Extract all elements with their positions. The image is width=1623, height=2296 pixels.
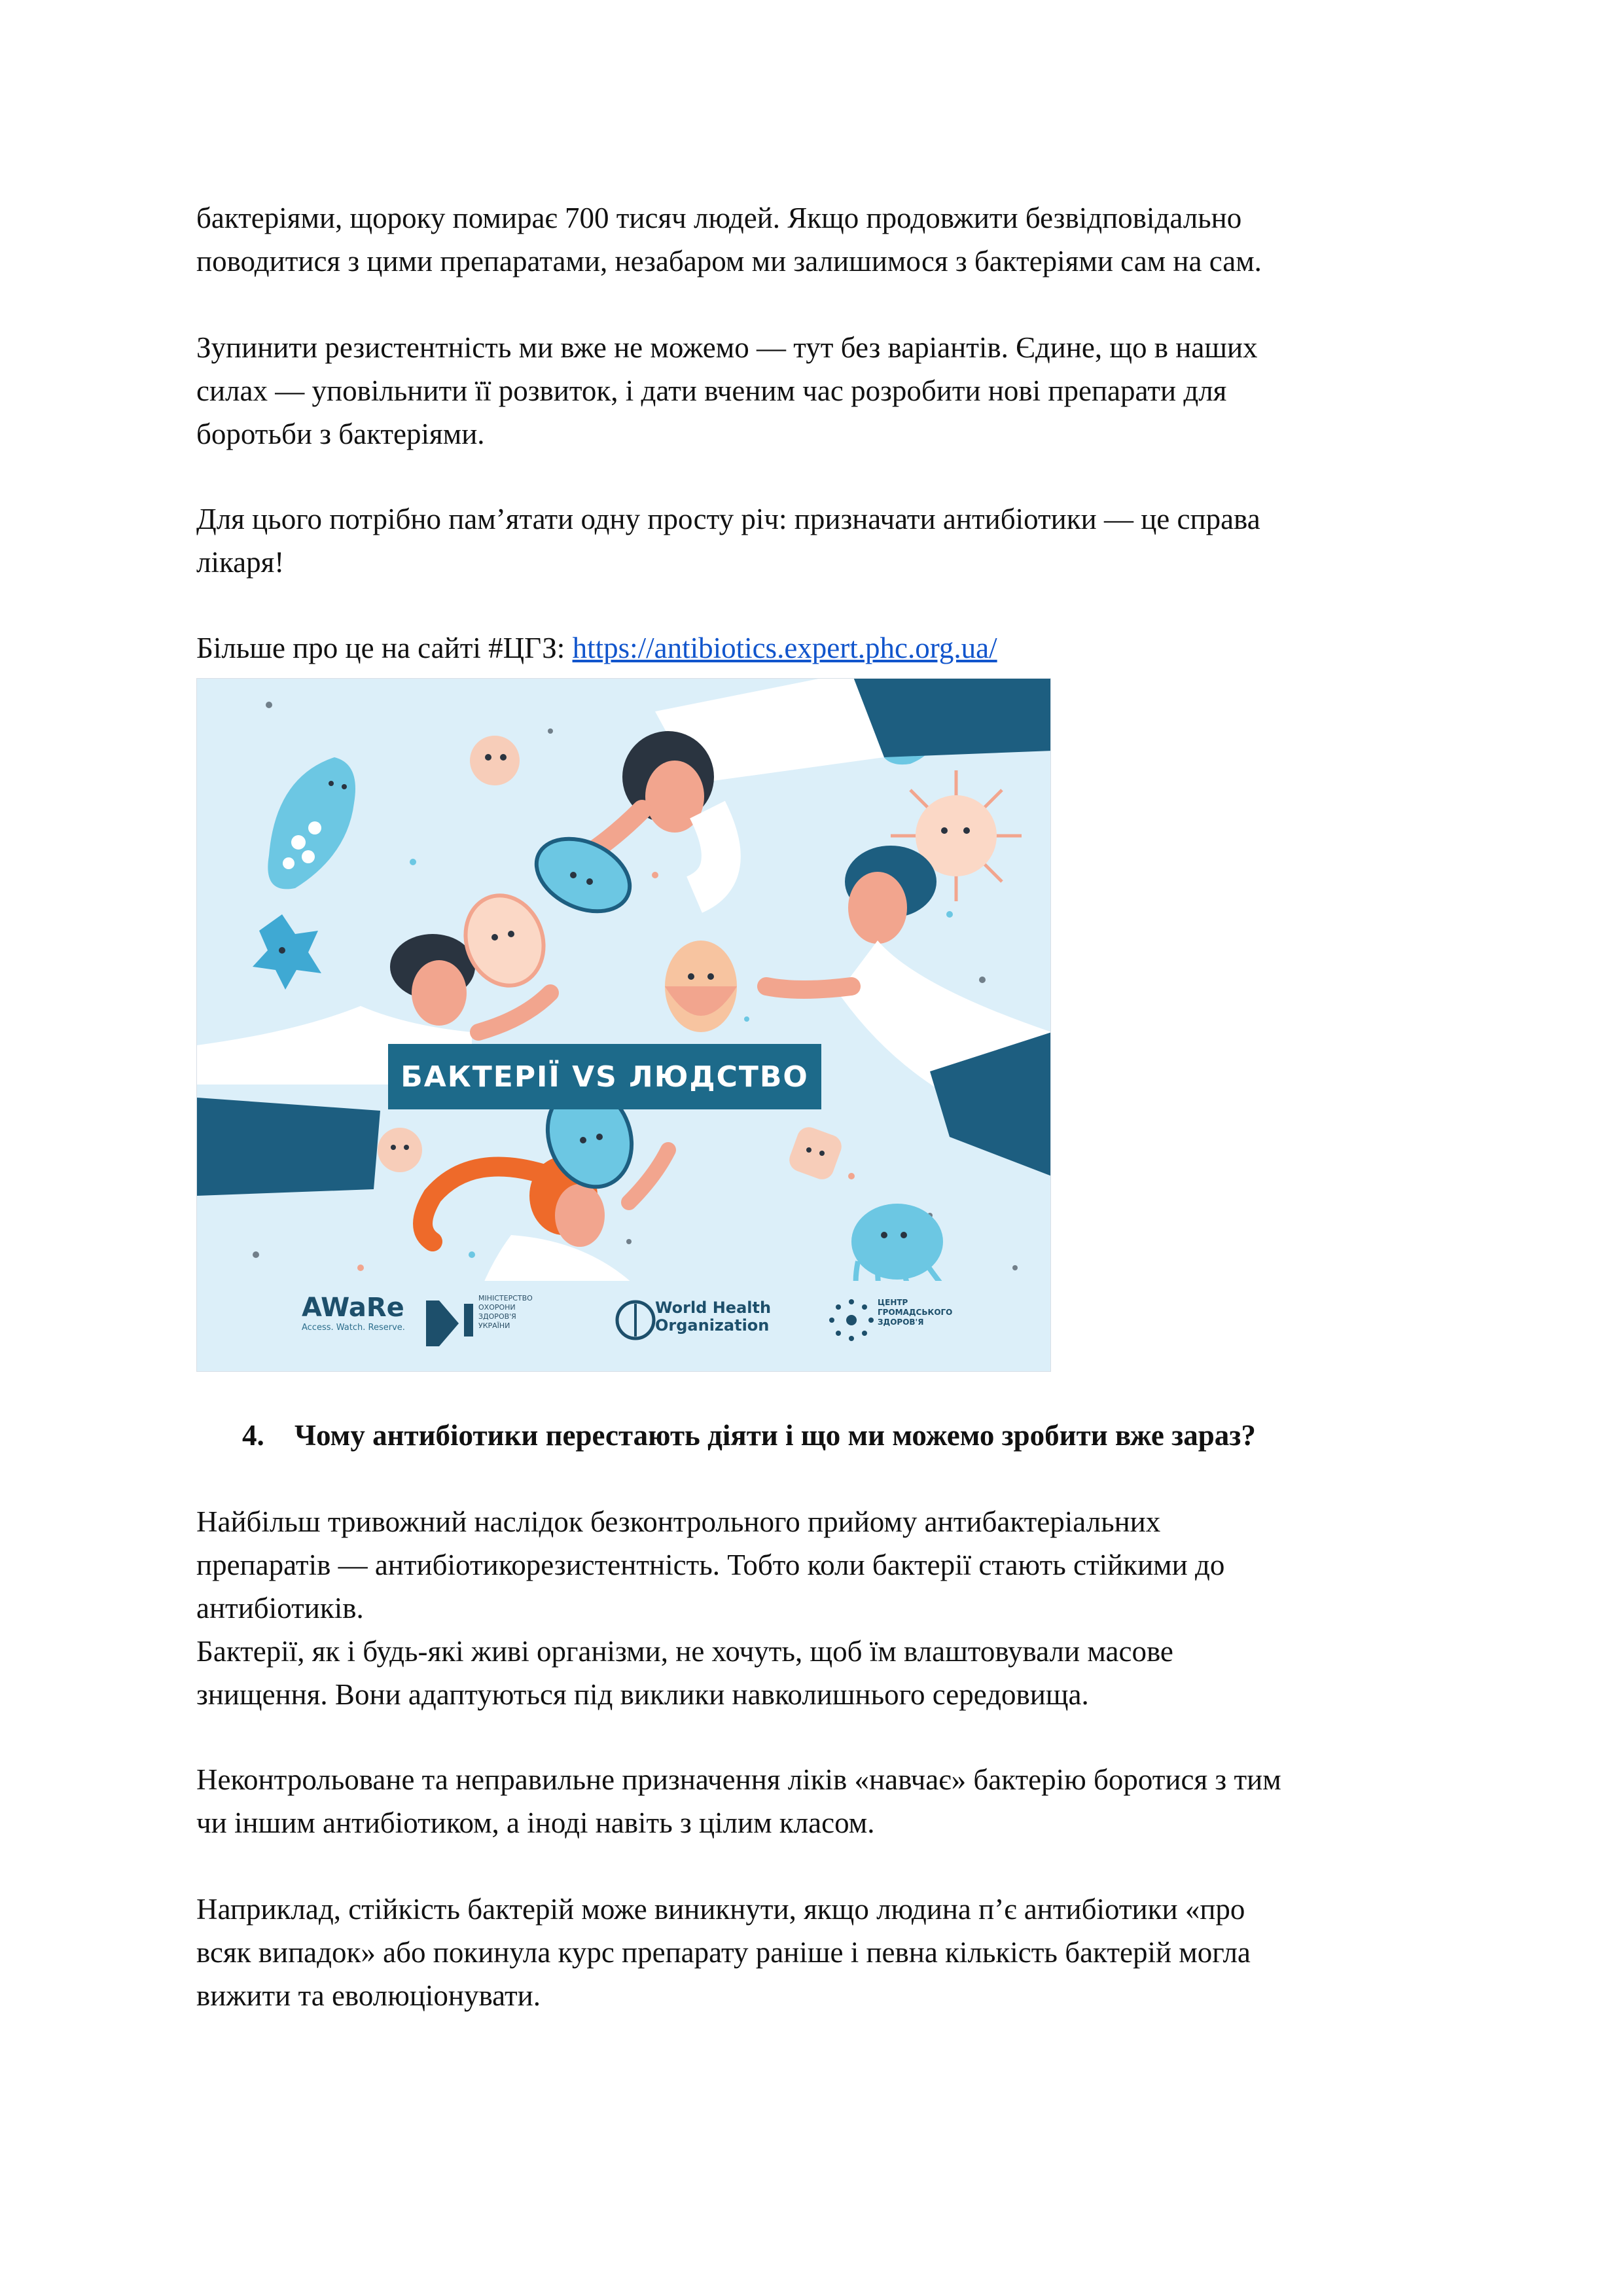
who-logo-text: World Health Organization xyxy=(655,1299,772,1335)
text-line: Зупинити резистентність ми вже не можемо — тут без варіантів. Єдине, що в наших xyxy=(196,331,1258,364)
aware-logo-text: AWaRe xyxy=(302,1293,404,1323)
text-line xyxy=(196,626,1440,670)
text-line: знищення. Вони адаптуються під виклики навколишнього середовища. xyxy=(196,1678,1089,1711)
section-heading-text: Чому антибіотики перестають діяти і що ми можемо зробити вже зараз? xyxy=(294,1419,1256,1452)
text-line: боротьби з бактеріями. xyxy=(196,418,485,450)
more-info-label: Більше про це на сайті #ЦГЗ: xyxy=(196,632,573,664)
paragraph-more-info xyxy=(196,626,1440,670)
paragraph-3 xyxy=(196,497,1440,584)
text-line: поводитися з цими препаратами, незабаром ми залишимося з бактеріями сам на сам. xyxy=(196,245,1262,278)
cgz-logo-text: ЦЕНТР ГРОМАДСЬКОГО ЗДОРОВ'Я xyxy=(878,1298,953,1327)
text-line: силах — уповільнити її розвиток, і дати вченим час розробити нові препарати для xyxy=(196,374,1227,407)
text-line: чи іншим антибіотиком, а іноді навіть з цілим класом. xyxy=(196,1806,875,1839)
text-line: Неконтрольоване та неправильне призначення ліків «навчає» бактерію боротися з тим xyxy=(196,1763,1281,1796)
text-line: препаратів — антибіотикорезистентність. Тобто коли бактерії стають стійкими до xyxy=(196,1549,1225,1581)
orange-bacterium-icon xyxy=(378,1128,422,1172)
text-line: всяк випадок» або покинула курс препарату раніше і певна кількість бактерій могла xyxy=(196,1936,1251,1969)
poster-title: БАКТЕРІЇ VS ЛЮДСТВО xyxy=(388,1044,821,1109)
paragraph-7 xyxy=(196,1888,1440,2017)
text-line: лікаря! xyxy=(196,546,285,579)
text-line: Наприклад, стійкість бактерій може виникнути, якщо людина п’є антибіотики «про xyxy=(196,1893,1245,1926)
orange-pill-icon xyxy=(665,941,737,1032)
moh-logo-text: МІНІСТЕРСТВО ОХОРОНИ ЗДОРОВ'Я УКРАЇНИ xyxy=(478,1294,533,1330)
paragraph-1 xyxy=(196,196,1440,283)
partner-logos xyxy=(197,1281,1051,1359)
poster-image xyxy=(196,678,1051,1372)
text-line: Для цього потрібно пам’ятати одну просту річ: призначати антибіотики — це справа xyxy=(196,503,1260,535)
text-line: вижити та еволюціонувати. xyxy=(196,1979,541,2012)
text-line: антибіотиків. xyxy=(196,1592,364,1624)
poster-illustration xyxy=(197,679,1051,1372)
paragraph-6 xyxy=(196,1758,1440,1844)
paragraph-5 xyxy=(196,1500,1440,1716)
aware-logo-tagline: Access. Watch. Reserve. xyxy=(302,1323,405,1333)
text-line: Найбільш тривожний наслідок безконтрольного прийому антибактеріальних xyxy=(196,1505,1161,1538)
paragraph-2 xyxy=(196,326,1440,456)
text-line: Бактерії, як і будь-які живі організми, не хочуть, щоб їм влаштовували масове xyxy=(196,1635,1173,1668)
orange-bacterium-icon xyxy=(470,736,520,785)
website-link[interactable]: https://antibiotics.expert.phc.org.ua/ xyxy=(572,632,997,664)
section-number: 4. xyxy=(242,1419,264,1452)
section-heading xyxy=(242,1414,1486,1457)
text-line: бактеріями, щороку помирає 700 тисяч людей. Якщо продовжити безвідповідально xyxy=(196,202,1242,234)
aware-logo xyxy=(302,1293,405,1333)
